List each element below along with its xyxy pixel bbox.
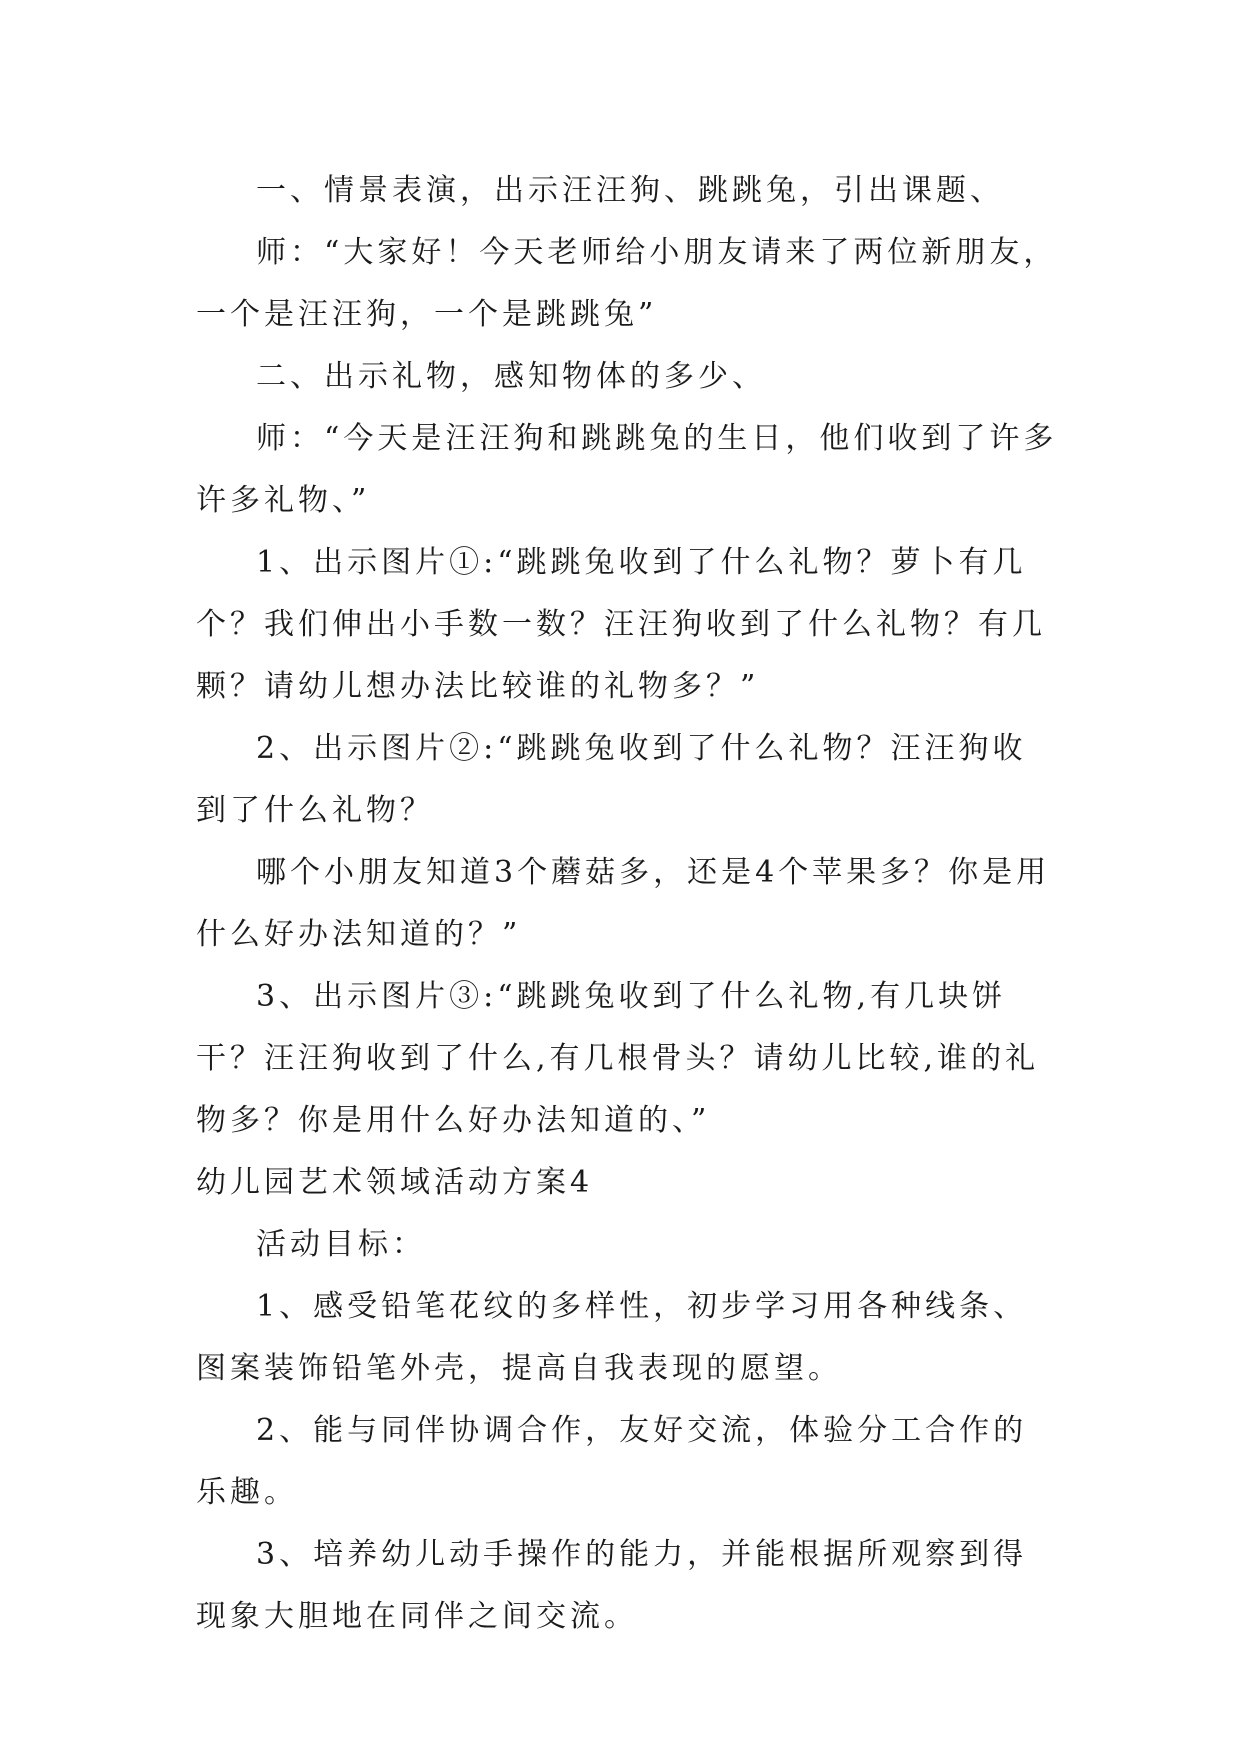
paragraph-picture-1: 1、出示图片①:“跳跳兔收到了什么礼物？萝卜有几个？我们伸出小手数一数？汪汪狗收到了什么礼物？有几颗？请幼儿想办法比较谁的礼物多？” (196, 545, 1046, 704)
paragraph-teacher-birthday: 师：“今天是汪汪狗和跳跳兔的生日，他们收到了许多许多礼物、” (196, 421, 1058, 518)
paragraph-goal-2: 2、能与同伴协调合作，友好交流，体验分工合作的乐趣。 (196, 1413, 1028, 1510)
paragraph-picture-3: 3、出示图片③:“跳跳兔收到了什么礼物,有几块饼干？汪汪狗收到了什么,有几根骨头？请幼儿比较,谁的礼物多？你是用什么好办法知道的、” (196, 979, 1040, 1138)
paragraph-section-1-title: 一、情景表演，出示汪汪狗、跳跳兔，引出课题、 (256, 173, 1004, 208)
paragraph-picture-2: 2、出示图片②:“跳跳兔收到了什么礼物？汪汪狗收到了什么礼物？ (196, 731, 1027, 828)
paragraph-goal-3: 3、培养幼儿动手操作的能力，并能根据所观察到得现象大胆地在同伴之间交流。 (196, 1537, 1028, 1634)
paragraph-picture-2-question: 哪个小朋友知道3个蘑菇多，还是4个苹果多？你是用什么好办法知道的？” (196, 855, 1051, 952)
paragraph-goal-1: 1、感受铅笔花纹的多样性，初步学习用各种线条、图案装饰铅笔外壳，提高自我表现的愿望。 (196, 1289, 1028, 1386)
document-body (196, 160, 1058, 1648)
paragraph-section-2-title: 二、出示礼物，感知物体的多少、 (256, 359, 766, 394)
paragraph-teacher-greeting: 师：“大家好！今天老师给小朋友请来了两位新朋友，一个是汪汪狗，一个是跳跳兔” (196, 235, 1058, 332)
section-heading: 幼儿园艺术领域活动方案4 (196, 1165, 594, 1200)
paragraph-activity-goals-label: 活动目标： (256, 1227, 426, 1262)
